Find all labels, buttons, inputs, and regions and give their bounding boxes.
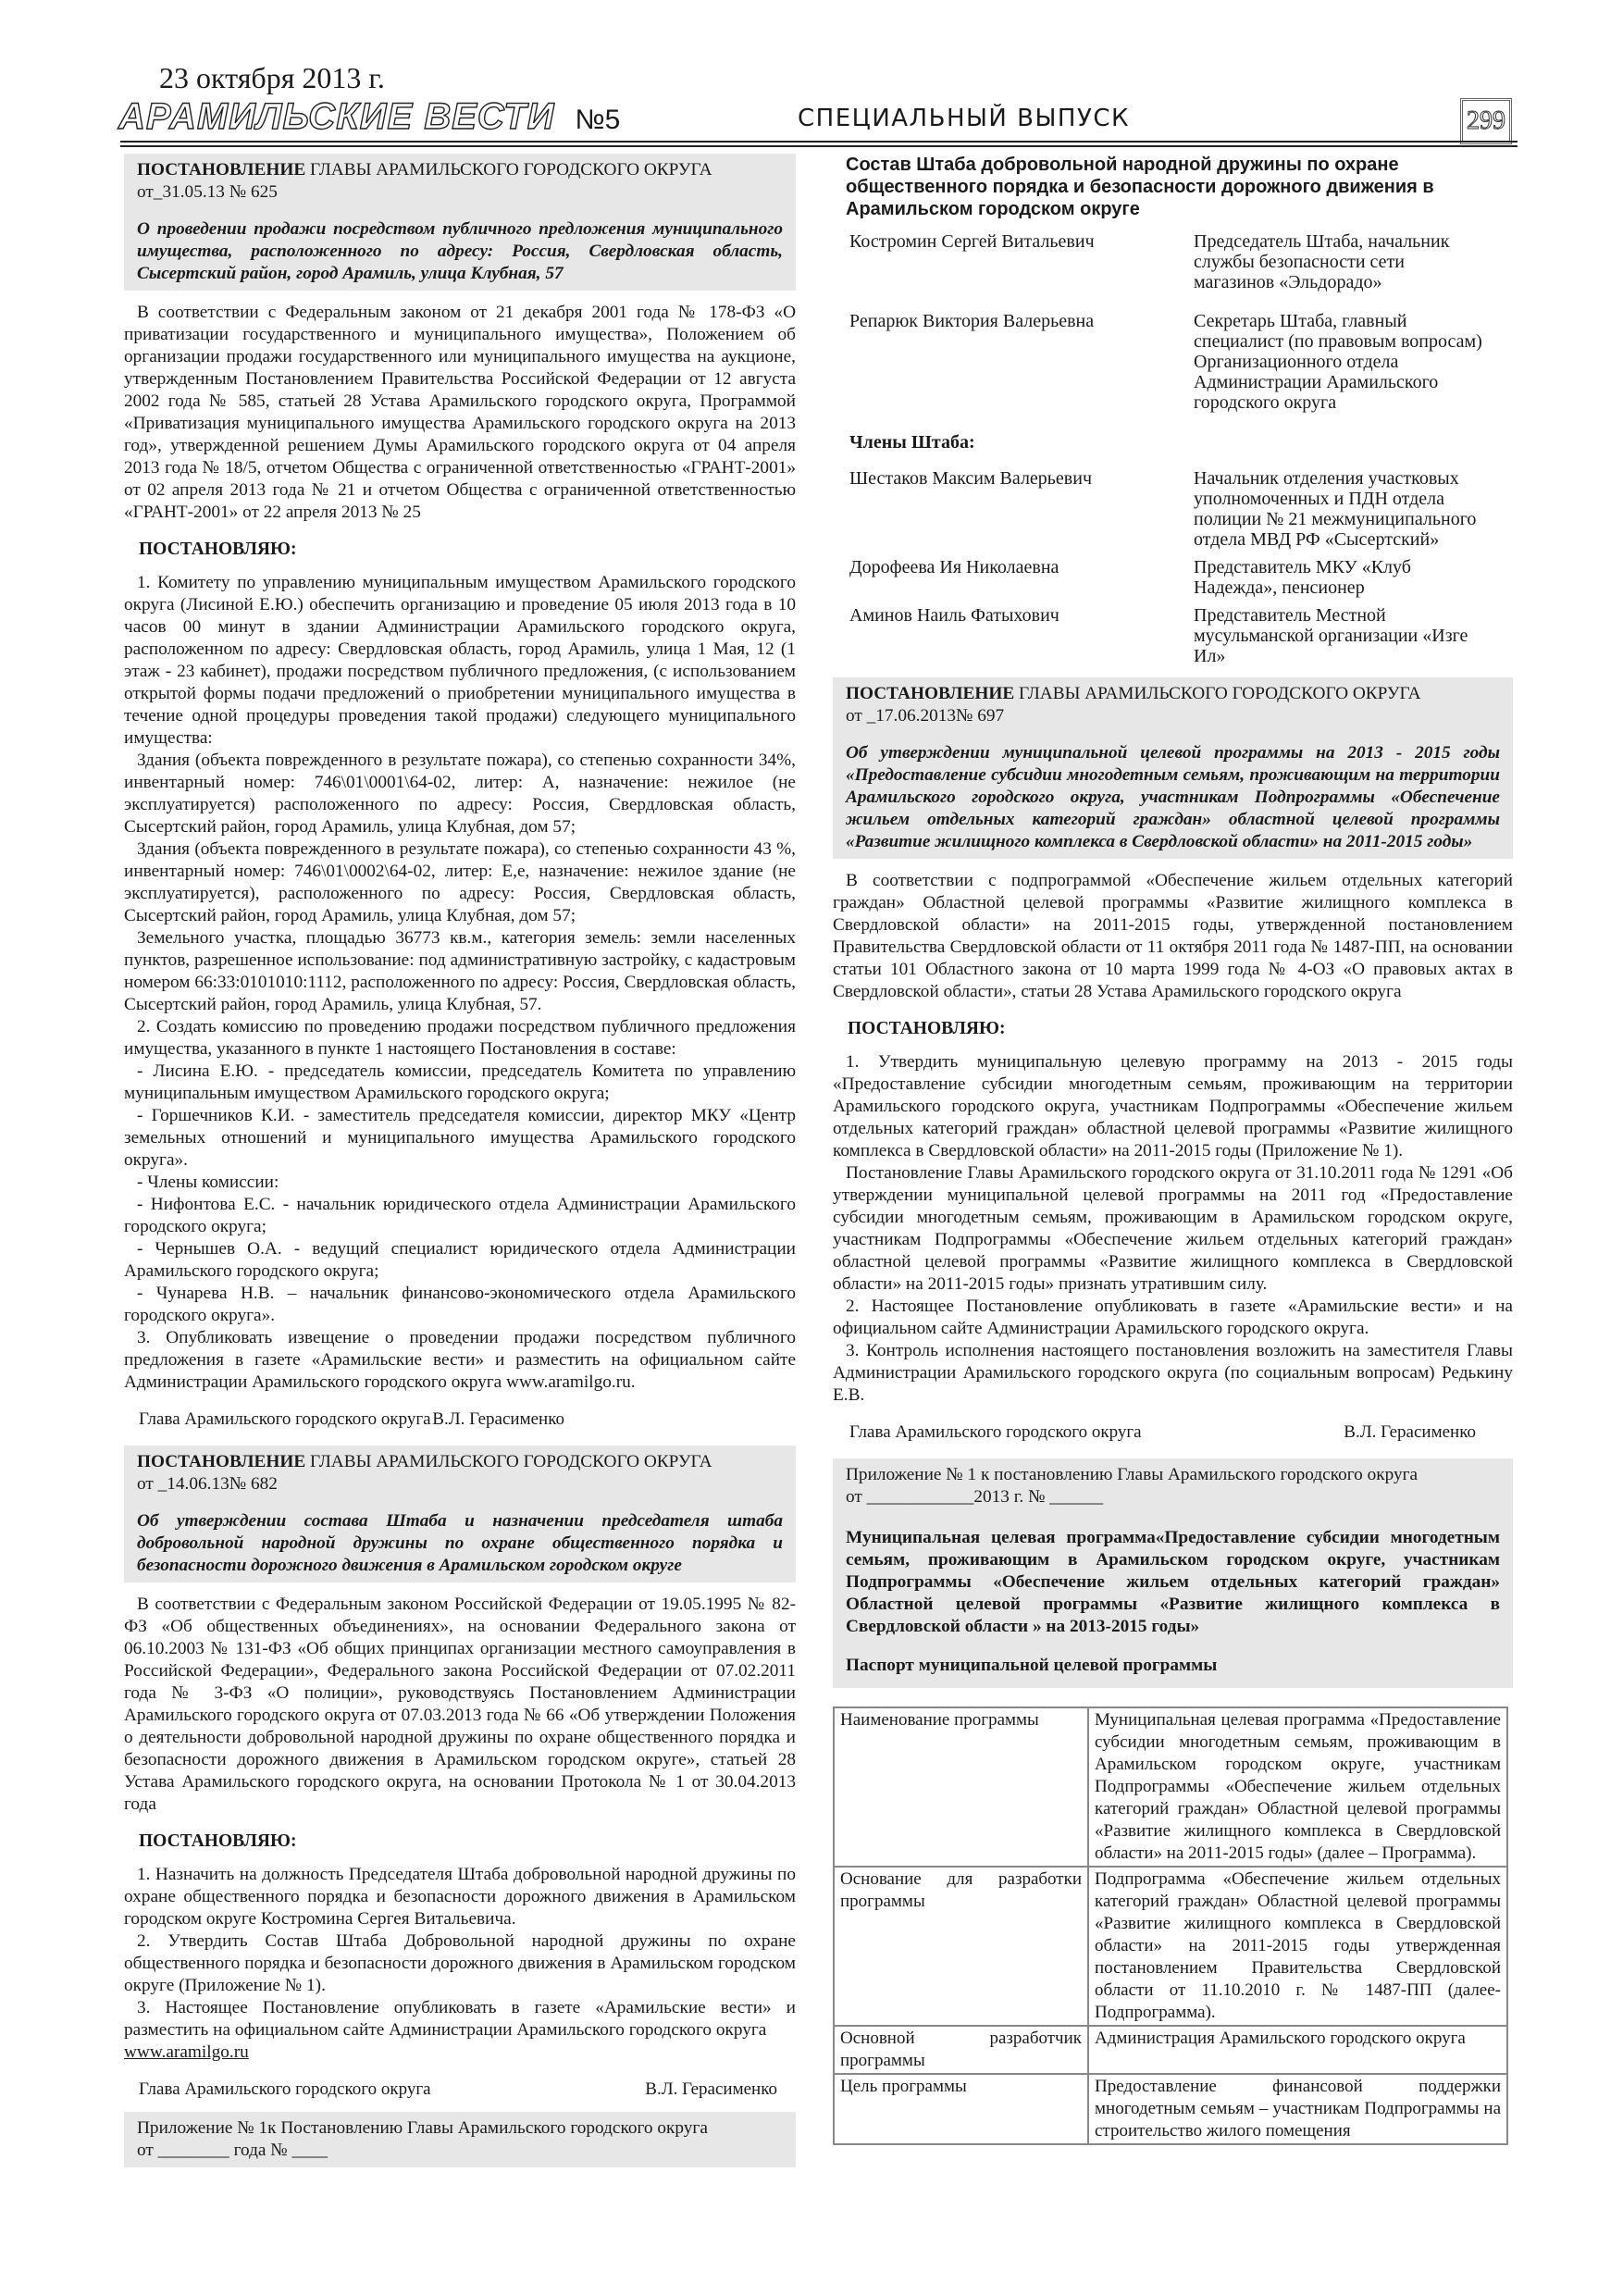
decree-title: Об утверждении состава Штаба и назначении председателя штаба добровольной народной дружины по охране общественного порядка и безопасности дорожного движения в Арамильском городском округе [137, 1511, 783, 1575]
decree-item: - Члены комиссии: [137, 1173, 279, 1192]
decree-697-preamble [833, 870, 1513, 1003]
table-row [834, 1867, 1507, 2026]
signatory-name: В.Л. Герасименко [432, 1409, 564, 1429]
decree-label: ПОСТАНОВЛЕНИЕ [137, 1452, 306, 1471]
signatory-name: В.Л. Герасименко [1344, 1422, 1476, 1442]
header-divider [120, 141, 1518, 147]
table-row [834, 2026, 1507, 2074]
signatory-name: В.Л. Герасименко [645, 2079, 777, 2099]
decree-item: - Горшечников К.И. - заместитель председателя комиссии, директор МКУ «Центр земельных отношений и муниципального имущества Арамильского городского округа». [124, 1106, 796, 1170]
decree-item: - Чунарева Н.В. – начальник финансово-экономического отдела Арамильского городского округа». [124, 1284, 796, 1325]
member-role: Представитель МКУ «Клуб Надежда», пенсионер [1194, 557, 1411, 598]
decree-682-signature [124, 2079, 796, 2101]
passport-title: Паспорт муниципальной целевой программы [846, 1656, 1218, 1675]
decree-682-header [124, 1446, 796, 1582]
members-heading: Члены Штаба: [849, 432, 975, 453]
decree-625-preamble [124, 302, 796, 524]
staff-member [833, 605, 1513, 666]
row-value: Муниципальная целевая программа «Предоставление субсидии многодетным семьям, проживающим в Арамильском городском округе, участникам Подпрограммы «Обеспечение жильем отдельных категорий граждан» Областной целевой программы «Развитие жилищного комплекса в Свердловской области» на 2011-2015 годы» (далее – Программа). [1088, 1707, 1507, 1867]
decree-label: ПОСТАНОВЛЕНИЕ [137, 160, 306, 180]
member-role: Представитель Местной мусульманской организации «Изге Ил» [1194, 605, 1468, 666]
decree-item: Земельного участка, площадью 36773 кв.м., категория земель: земли населенных пунктов, разрешенное использование: под административную застройку, с кадастровым номером 66:33:0101010:1112, расположенного по адресу: Россия, Свердловская область, Сысертский район, город Арамиль, улица Клубная, 57. [124, 928, 796, 1014]
signatory-title: Глава Арамильского городского округа [139, 2079, 431, 2099]
row-value: Предоставление финансовой поддержки многодетным семьям – участникам Подпрограммы на строительство жилого помещения [1088, 2074, 1507, 2144]
decree-title: Об утверждении муниципальной целевой программы на 2013 - 2015 годы «Предоставление субсидии многодетным семьям, проживающим на территории Арамильского городского округа, участникам Подпрограммы «Обеспечение жильем отдельных категорий граждан» областной целевой программы «Развитие жилищного комплекса в Свердловской области» на 2011-2015 годы» [846, 743, 1500, 851]
row-value: Подпрограмма «Обеспечение жильем отдельных категорий граждан» Областной целевой программы «Развитие жилищного комплекса в Свердловской области» на 2011-2015 годы утвержденная постановлением Правительства Свердловской области от 11.10.2010 г. № 1487-ПП (далее- Подпрограмма). [1088, 1867, 1507, 2026]
decree-label: ПОСТАНОВЛЕНИЕ [846, 684, 1015, 703]
decree-number: от _17.06.2013№ 697 [846, 706, 1005, 726]
signatory-title: Глава Арамильского городского округа [139, 1409, 431, 1429]
decree-authority: ГЛАВЫ АРАМИЛЬСКОГО ГОРОДСКОГО ОКРУГА [305, 160, 712, 180]
staff-leader [833, 311, 1513, 413]
decree-item: 1. Утвердить муниципальную целевую программу на 2013 - 2015 годы «Предоставление субсидии многодетным семьям, проживающим на территории Арамильского городского округа, участникам Подпрограммы «Обеспечение жильем отдельных категорий граждан» областной целевой программы «Развитие жилищного комплекса в Свердловской области» на 2011-2015 годы (Приложение № 1). [833, 1052, 1513, 1160]
decree-item: 1. Комитету по управлению муниципальным имуществом Арамильского городского округа (Лисиной Е.Ю.) обеспечить организацию и проведение 05 июля 2013 года в 10 часов 00 минут в здании Администрации Арамильского городского округа, расположенном по адресу: Свердловская область, город Арамиль, улица 1 Мая, 12 (1 этаж - 23 кабинет), продажи посредством публичного предложения, (с использованием открытой формы подачи предложений о приобретении муниципального имущества в течение одной процедуры проведения такой продажи) следующего муниципального имущества: [124, 573, 796, 748]
appendix-697-box [833, 1458, 1513, 1688]
row-label: Цель программы [834, 2074, 1088, 2144]
decree-697-items [833, 1051, 1513, 1407]
decree-item: 2. Утвердить Состав Штаба Добровольной народной дружины по охране общественного порядка и безопасности дорожного движения в Арамильском городском округе (Приложение № 1). [124, 1931, 796, 1995]
website-link[interactable]: www.aramilgo.ru [124, 2042, 249, 2062]
table-row [834, 2074, 1507, 2144]
row-value: Администрация Арамильского городского округа [1088, 2026, 1507, 2074]
row-label: Наименование программы [834, 1707, 1088, 1867]
row-label: Основной разработчик программы [834, 2026, 1088, 2074]
decree-authority: ГЛАВЫ АРАМИЛЬСКОГО ГОРОДСКОГО ОКРУГА [1014, 684, 1421, 703]
staff-member [833, 468, 1513, 550]
preamble-text: В соответствии с подпрограммой «Обеспечение жильем отдельных категорий граждан» Областной целевой программы «Развитие жилищного комплекса в Свердловской области» на 2011-2015 годы, утвержденной постановлением Правительства Свердловской области от 11 октября 2011 года № 1487-ПП, на основании статьи 101 Областного закона от 10 марта 1999 года № 4-ОЗ «О правовых актах в Свердловской области», статьи 28 Устава Арамильского городского округа [833, 871, 1513, 1001]
decree-item: Здания (объекта поврежденного в результате пожара), со степенью сохранности 43 %, инвентарный номер: 746\01\0002\64-02, литер: Е,е, назначение: нежилое здание (не эксплуатируется), расположенного по адресу: Россия, Свердловская область, Сысертский район, город Арамиль, улица Клубная, дом 57; [124, 839, 796, 925]
decree-697-header [833, 677, 1513, 859]
decree-item: 2. Создать комиссию по проведению продажи посредством публичного предложения имущества, указанного в пункте 1 настоящего Постановления в составе: [124, 1017, 796, 1059]
section-title: СПЕЦИАЛЬНЫЙ ВЫПУСК [798, 105, 1130, 132]
appendix-caption: Приложение № 1к Постановлению Главы Арамильского городского округа [137, 2118, 708, 2138]
program-title: Муниципальная целевая программа«Предоставление субсидии многодетным семьям, проживающим в Арамильском городском округе, участникам Подпрограммы «Обеспечение жильем отдельных категорий граждан» Областной целевой программы «Развитие жилищного комплекса в Свердловской области » на 2013-2015 годы» [846, 1528, 1500, 1636]
appendix-date: от ________ года № ____ [137, 2141, 328, 2160]
right-column [833, 154, 1513, 2145]
decree-682-resolve: ПОСТАНОВЛЯЮ: [139, 1831, 297, 1851]
member-name: Дорофеева Ия Николаевна [849, 557, 1059, 577]
decree-item: 3. Контроль исполнения настоящего постановления возложить на заместителя Главы Администрации Арамильского городского округа (по социальным вопросам) Редькину Е.В. [833, 1341, 1513, 1405]
table-row [834, 1707, 1507, 1867]
signatory-title: Глава Арамильского городского округа [849, 1422, 1142, 1442]
masthead-row [118, 96, 620, 137]
member-name: Шестаков Максим Валерьевич [849, 468, 1093, 489]
decree-625-header [124, 154, 796, 291]
preamble-text: В соответствии с Федеральным законом от 21 декабря 2001 года № 178-ФЗ «О приватизации государственного и муниципального имущества», Положением об организации продажи государственного или муниципального имущества на аукционе, утвержденным Постановлением Правительства Российской Федерации от 12 августа 2002 года № 585, статьей 28 Устава Арамильского городского округа, Программой «Приватизация муниципального имущества Арамильского городского округа на 2013 год», утвержденной решением Думы Арамильского городского округа от 04 апреля 2013 года № 18/5, отчетом Общества с ограниченной ответственностью «ГРАНТ-2001» от 02 апреля 2013 года № 21 и отчетом Общества с ограниченной ответственностью «ГРАНТ-2001» от 22 апреля 2013 № 25 [124, 303, 796, 522]
decree-item: 3. Опубликовать извещение о проведении продажи посредством публичного предложения в газете «Арамильские вести» и разместить на официальном сайте Администрации Арамильского городского округа www.aramilgo.ru. [124, 1328, 796, 1392]
decree-625-items [124, 572, 796, 1394]
decree-item: - Нифонтова Е.С. - начальник юридического отдела Администрации Арамильского городского округа; [124, 1195, 796, 1236]
decree-682-items [124, 1864, 796, 2064]
member-name: Аминов Наиль Фатыхович [849, 605, 1059, 626]
member-role: Председатель Штаба, начальник службы безопасности сети магазинов «Эльдорадо» [1194, 231, 1450, 292]
preamble-text: В соответствии с Федеральным законом Российской Федерации от 19.05.1995 № 82-ФЗ «Об общественных объединениях», на основании Федерального закона от 06.10.2003 № 131-ФЗ «Об общих принципах организации местного самоуправления в Российской Федерации», Федерального закона Российской Федерации от 07.02.2011 года № 3-ФЗ «О полиции», руководствуясь Постановлением Администрации Арамильского городского округа от 07.03.2013 года № 66 «Об утверждении Положения о деятельности добровольной народной дружины по охране общественного порядка и безопасности дорожного движения в Арамильском городском округе», статьей 28 Устава Арамильского городского округа, на основании Протокола № 1 от 30.04.2013 года [124, 1595, 796, 1814]
decree-item: 1. Назначить на должность Председателя Штаба добровольной народной дружины по охране общественного порядка и безопасности дорожного движения в Арамильском городском округе Костромина Сергея Витальевича. [124, 1865, 796, 1929]
decree-number: от _14.06.13№ 682 [137, 1474, 278, 1494]
program-passport-table [833, 1706, 1508, 2145]
decree-697-resolve: ПОСТАНОВЛЯЮ: [848, 1019, 1006, 1038]
staff-title: Состав Штаба добровольной народной дружины по охране общественного порядка и безопасности дорожного движения в Арамильском городском округе [846, 155, 1434, 219]
member-name: Костромин Сергей Витальевич [849, 231, 1095, 252]
row-label: Основание для разработки программы [834, 1867, 1088, 2026]
decree-item: 2. Настоящее Постановление опубликовать в газете «Арамильские вести» и на официальном сайте Администрации Арамильского городского округа. [833, 1297, 1513, 1338]
appendix-date: от ____________2013 г. № ______ [846, 1487, 1104, 1507]
appendix-682-box [124, 2112, 796, 2167]
decree-authority: ГЛАВЫ АРАМИЛЬСКОГО ГОРОДСКОГО ОКРУГА [305, 1452, 712, 1471]
decree-item: Здания (объекта поврежденного в результате пожара), со степенью сохранности 34%, инвентарный номер: 746\01\0001\64-02, литер: А, назначение: нежилое (не эксплуатируется) расположенного по адресу: Россия, Свердловская область, Сысертский район, город Арамиль, улица Клубная, дом 57; [124, 751, 796, 837]
issue-date: 23 октября 2013 г. [159, 61, 385, 94]
appendix-caption: Приложение № 1 к постановлению Главы Арамильского городского округа [846, 1465, 1419, 1484]
staff-member [833, 557, 1513, 598]
newspaper-logo: АРАМИЛЬСКИЕ ВЕСТИ [118, 96, 555, 137]
decree-item: 3. Настоящее Постановление опубликовать в газете «Арамильские вести» и разместить на официальном сайте Администрации Арамильского городского округа [124, 1998, 796, 2040]
member-name: Репарюк Виктория Валерьевна [849, 311, 1095, 331]
decree-item: Постановление Главы Арамильского городского округа от 31.10.2011 года № 1291 «Об утверждении муниципальной целевой программы на 2011 год «Предоставление субсидии многодетным семьям, проживающим в Арамильском городском округе, участникам Подпрограммы «Обеспечение жильем отдельных категорий граждан» областной целевой программы «Развитие жилищного комплекса в Свердловской области» на 2011-2015 годы» признать утратившим силу. [833, 1163, 1513, 1294]
staff-leader [833, 231, 1513, 292]
issue-number: №5 [575, 105, 621, 135]
masthead [118, 61, 1518, 139]
member-role: Начальник отделения участковых уполномоченных и ПДН отдела полиции № 21 межмуниципального отдела МВД РФ «Сысертский» [1194, 468, 1477, 550]
decree-number: от_31.05.13 № 625 [137, 182, 278, 202]
decree-title: О проведении продажи посредством публичного предложения муниципального имущества, расположенного по адресу: Россия, Свердловская область, Сысертский район, город Арамиль, улица Клубная, 57 [137, 219, 783, 283]
left-column [124, 154, 796, 2167]
decree-item: - Лисина Е.Ю. - председатель комиссии, председатель Комитета по управлению муниципальным имуществом Арамильского городского округа; [124, 1061, 796, 1103]
decree-682-preamble [124, 1594, 796, 1816]
decree-625-resolve: ПОСТАНОВЛЯЮ: [139, 540, 297, 559]
decree-625-signature [124, 1409, 796, 1431]
decree-item: - Чернышев О.А. - ведущий специалист юридического отдела Администрации Арамильского городского округа; [124, 1239, 796, 1281]
decree-697-signature [833, 1421, 1513, 1444]
page-number: 299 [1460, 98, 1512, 144]
member-role: Секретарь Штаба, главный специалист (по правовым вопросам) Организационного отдела Администрации Арамильского городского округа [1194, 311, 1482, 413]
